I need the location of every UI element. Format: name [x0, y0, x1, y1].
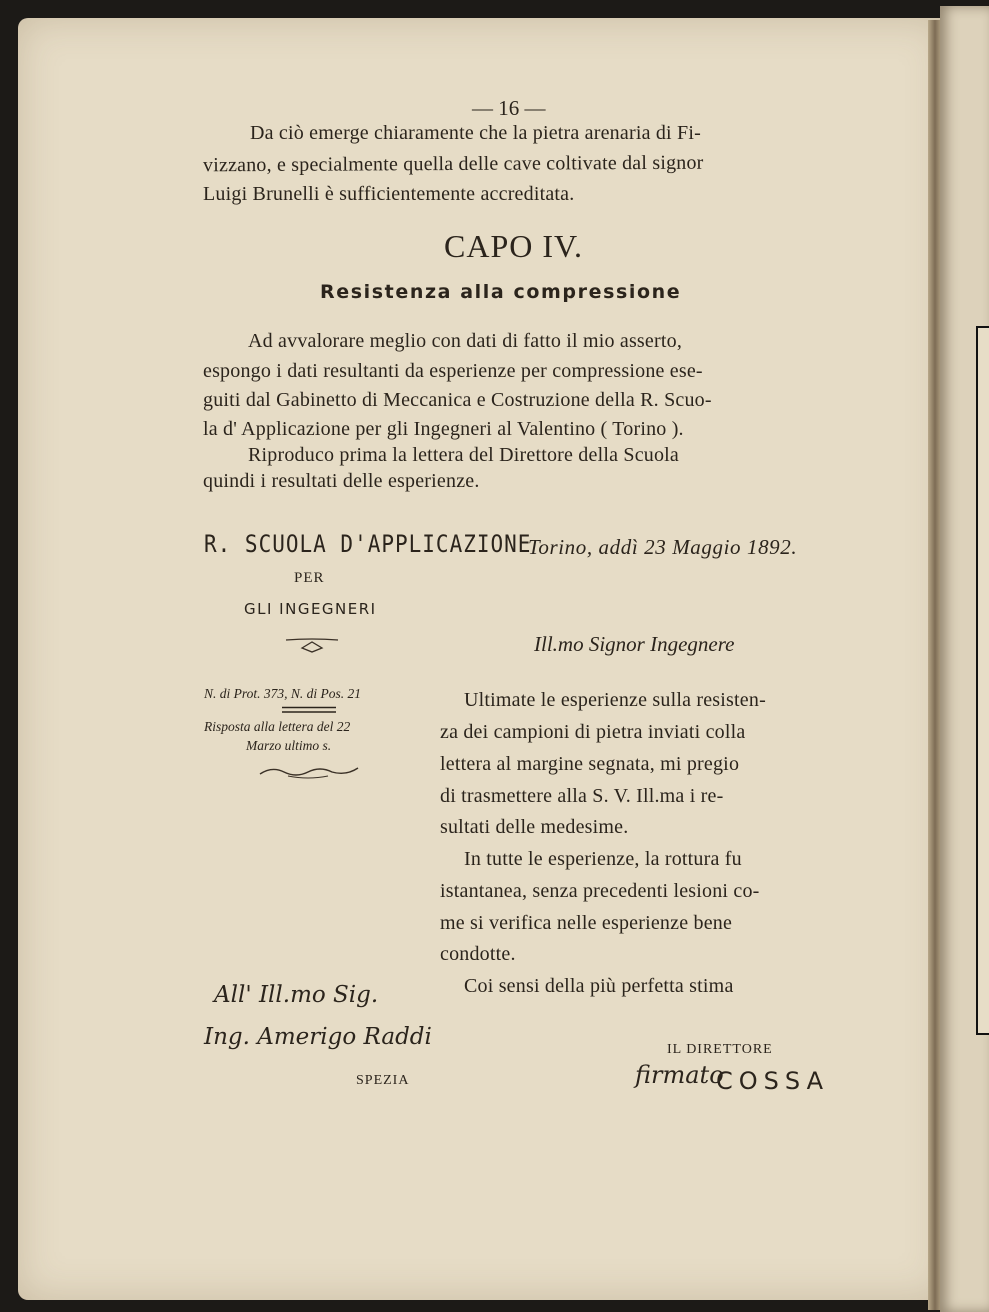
chapter-title: CAPO IV.: [444, 228, 583, 264]
chapter-line-3: guiti dal Gabinetto di Meccanica e Costruzione della R. Scuo-: [203, 389, 712, 411]
chapter-line-4: la d' Applicazione per gli Ingegneri al Valentino ( Torino ).: [203, 418, 684, 440]
flourish-icon: [258, 764, 362, 780]
letter-line-6: In tutte le esperienze, la rottura fu: [464, 848, 742, 870]
intro-line-3: Luigi Brunelli è sufficientemente accreditata.: [203, 183, 575, 205]
letterhead-per: PER: [294, 570, 325, 586]
chapter-line-5: Riproduco prima la lettera del Direttore della Scuola: [248, 444, 680, 466]
signature-name: COSSA: [716, 1067, 829, 1095]
signature-prefix: firmato: [635, 1061, 724, 1089]
letter-line-1: Ultimate le esperienze sulla resisten-: [464, 689, 766, 711]
book-page: [18, 18, 946, 1300]
letterhead-school: R. SCUOLA D'APPLICAZIONE: [204, 530, 532, 558]
intro-line-2: vizzano, e specialmente quella delle cave coltivate dal signor: [202, 151, 704, 177]
letter-line-4: di trasmettere alla S. V. Ill.ma i re-: [440, 785, 724, 807]
addressee-line-1: All' Ill.mo Sig.: [214, 982, 379, 1008]
letter-line-3: lettera al margine segnata, mi pregio: [440, 753, 740, 775]
facing-page-border: [976, 326, 989, 1035]
letter-line-5: sultati delle medesime.: [440, 816, 629, 838]
letter-line-10: Coi sensi della più perfetta stima: [464, 975, 734, 997]
reply-reference-1: Risposta alla lettera del 22: [204, 719, 351, 734]
addressee-line-2: Ing. Amerigo Raddi: [204, 1024, 432, 1050]
chapter-line-1: Ad avvalorare meglio con dati di fatto il mio asserto,: [248, 330, 683, 352]
addressee-city: SPEZIA: [356, 1073, 410, 1088]
page-number: — 16 —: [472, 96, 546, 120]
letter-date: Torino, addì 23 Maggio 1892.: [528, 535, 798, 559]
letter-line-7: istantanea, senza precedenti lesioni co-: [440, 880, 760, 902]
chapter-line-2: espongo i dati resultanti da esperienze per compressione ese-: [203, 360, 703, 382]
facing-page: [940, 6, 989, 1312]
ornament-icon: [284, 636, 340, 654]
intro-line-1: Da ciò emerge chiaramente che la pietra arenaria di Fi-: [250, 122, 701, 144]
protocol-number: N. di Prot. 373, N. di Pos. 21: [204, 686, 362, 701]
chapter-subtitle: Resistenza alla compressione: [320, 281, 682, 303]
signature-title: IL DIRETTORE: [667, 1042, 773, 1057]
letter-salutation: Ill.mo Signor Ingegnere: [534, 632, 735, 656]
letter-line-2: za dei campioni di pietra inviati colla: [440, 721, 746, 743]
chapter-line-6: quindi i resultati delle esperienze.: [203, 470, 480, 492]
double-rule-divider: [282, 706, 336, 714]
letter-line-9: condotte.: [440, 943, 516, 965]
letter-line-8: me si verifica nelle esperienze bene: [440, 912, 733, 934]
reply-reference-2: Marzo ultimo s.: [246, 738, 332, 753]
letterhead-engineers: GLI INGEGNERI: [244, 600, 377, 618]
